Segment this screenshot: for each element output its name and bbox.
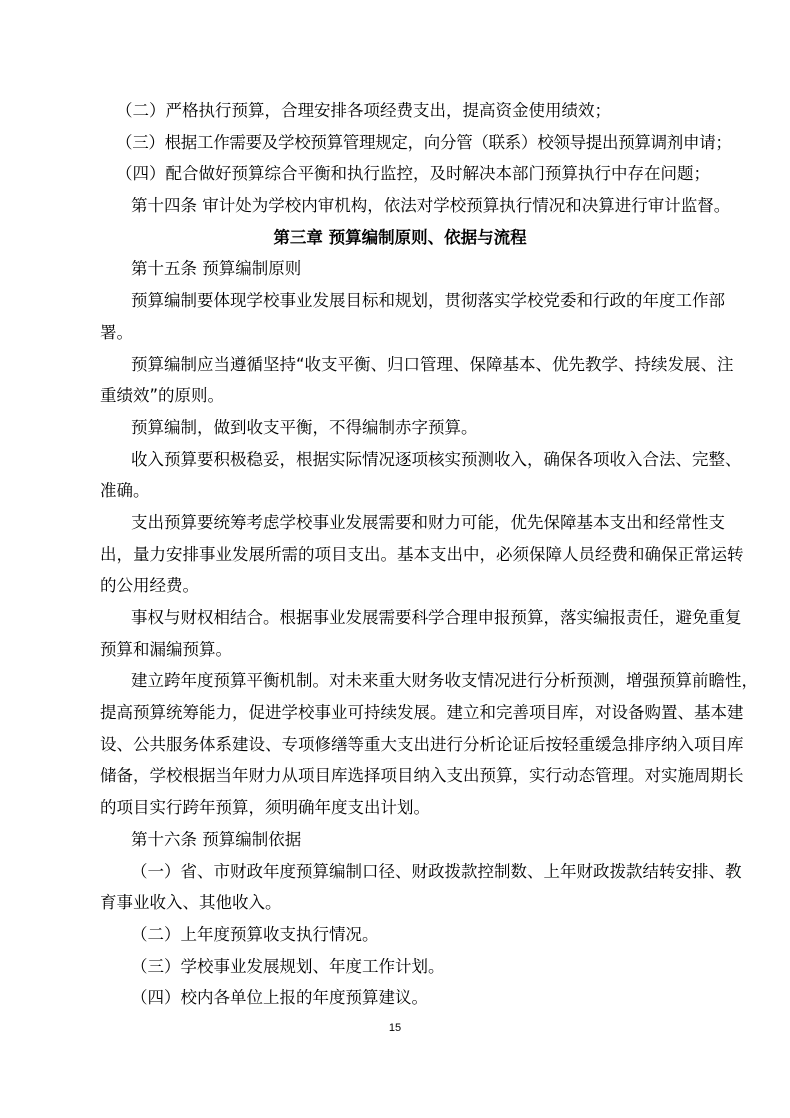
paragraph-line: 出，量力安排事业发展所需的项目支出。基本支出中，必须保障人员经费和确保正常运转: [100, 544, 744, 564]
paragraph-line: 准确。: [100, 481, 150, 501]
paragraph-line: 署。: [100, 322, 133, 342]
chapter-title: 第三章 预算编制原则、依据与流程: [273, 227, 527, 247]
article-heading: 第十四条 审计处为学校内审机构，依法对学校预算执行情况和决算进行审计监督。: [131, 196, 731, 216]
paragraph-line: 建立跨年度预算平衡机制。对未来重大财务收支情况进行分析预测，增强预算前瞻性，: [131, 671, 758, 691]
paragraph-line: 预算编制要体现学校事业发展目标和规划，贯彻落实学校党委和行政的年度工作部: [131, 291, 725, 311]
paragraph-line: （四）配合做好预算综合平衡和执行监控，及时解决本部门预算执行中存在问题；: [116, 164, 710, 184]
list-item: （三）学校事业发展规划、年度工作计划。: [131, 956, 445, 976]
paragraph-line: （一）省、市财政年度预算编制口径、财政拨款控制数、上年财政拨款结转安排、教: [131, 861, 742, 881]
paragraph-line: 设、公共服务体系建设、专项修缮等重大支出进行分析论证后按轻重缓急排序纳入项目库: [100, 734, 744, 754]
paragraph-line: 的公用经费。: [100, 576, 199, 596]
paragraph-line: 育事业收入、其他收入。: [100, 893, 282, 913]
paragraph-line: 预算和漏编预算。: [100, 639, 232, 659]
paragraph-line: 预算编制，做到收支平衡，不得编制赤字预算。: [131, 417, 478, 437]
paragraph-line: 重绩效”的原则。: [100, 386, 225, 406]
paragraph-line: 事权与财权相结合。根据事业发展需要科学合理申报预算，落实编报责任，避免重复: [131, 608, 742, 627]
document-body: [100, 95, 758, 1014]
paragraph-line: 支出预算要统筹考虑学校事业发展需要和财力可能，优先保障基本支出和经常性支: [131, 512, 725, 532]
list-item: （四）校内各单位上报的年度预算建议。: [131, 988, 428, 1008]
paragraph-line: 提高预算统筹能力，促进学校事业可持续发展。建立和完善项目库，对设备购置、基本建: [100, 703, 744, 723]
paragraph-line: 预算编制应当遵循坚持“收支平衡、归口管理、保障基本、优先教学、持续发展、注: [131, 354, 734, 374]
paragraph-line: 的项目实行跨年预算，须明确年度支出计划。: [100, 798, 430, 818]
paragraph-line: 收入预算要积极稳妥，根据实际情况逐项核实预测收入，确保各项收入合法、完整、: [131, 449, 742, 469]
paragraph-line: 储备，学校根据当年财力从项目库选择项目纳入支出预算，实行动态管理。对实施周期长: [100, 766, 744, 786]
paragraph-line: （二）严格执行预算，合理安排各项经费支出，提高资金使用绩效；: [116, 101, 611, 120]
article-heading: 第十五条 预算编制原则: [131, 259, 302, 279]
paragraph-line: （三）根据工作需要及学校预算管理规定，向分管（联系）校领导提出预算调剂申请；: [116, 132, 732, 152]
list-item: （二）上年度预算收支执行情况。: [131, 924, 379, 944]
page-number: 15: [388, 1022, 402, 1034]
article-heading: 第十六条 预算编制依据: [131, 829, 302, 849]
